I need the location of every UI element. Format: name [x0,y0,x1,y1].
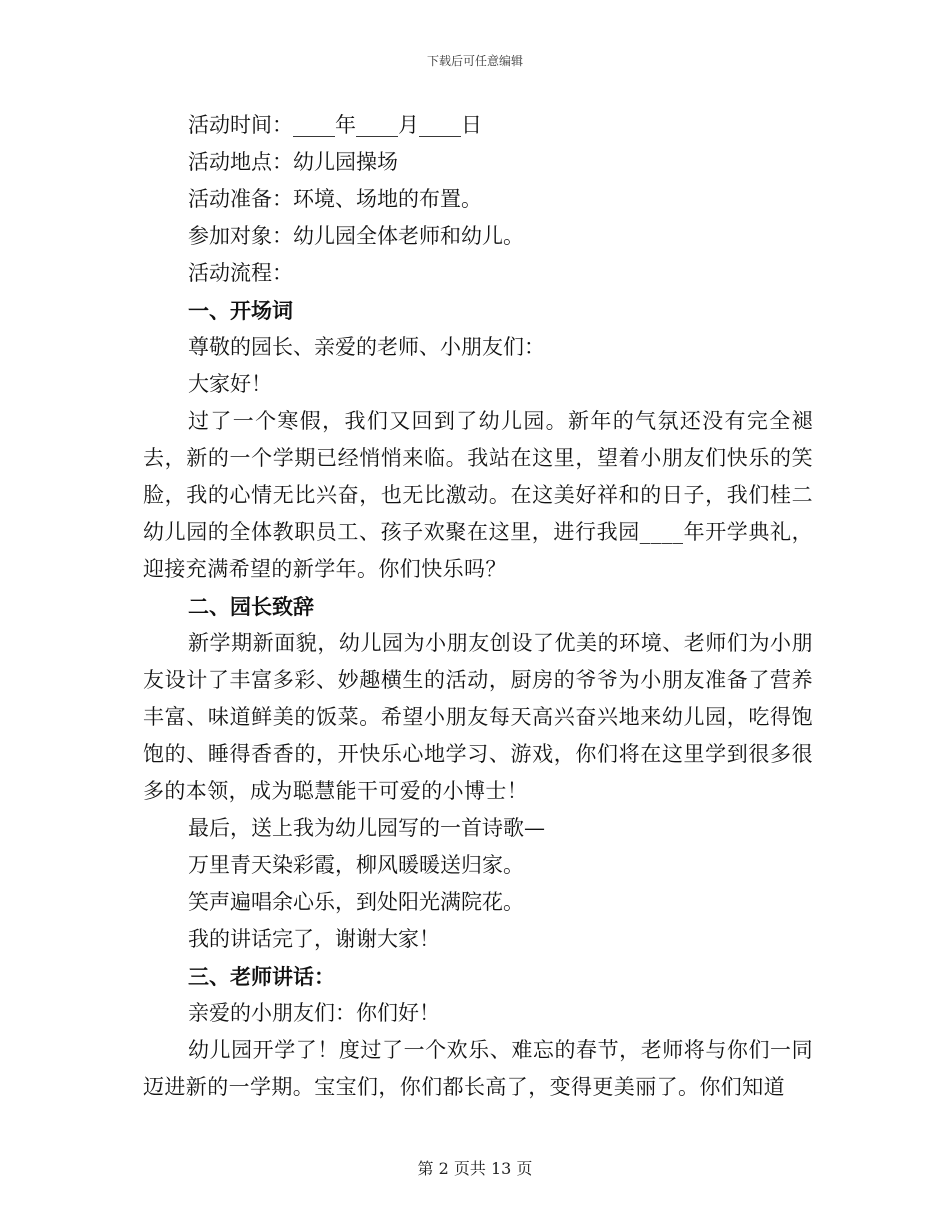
page-header: 下载后可任意编辑 [426,54,523,68]
section-3-greeting: 亲爱的小朋友们：你们好！ [188,1001,440,1025]
section-2-heading: 二、园长致辞 [188,594,314,619]
activity-preparation: 活动准备：环境、场地的布置。 [188,187,482,211]
poem-intro: 最后，送上我为幼儿园写的一首诗歌— [188,816,545,840]
section-2-paragraph: 新学期新面貌，幼儿园为小朋友创设了优美的环境、老师们为小朋友设计了丰富多彩、妙趣横生的活动，厨房的爷爷为小朋友准备了营养丰富、味道鲜美的饭菜。希望小朋友每天高兴奋兴地来幼儿园，吃得饱饱的、睡得香香的，开快乐心地学习、游戏，你们将在这里学到很多很多的本领，成为聪慧能干可爱的小博士！ [143,631,813,803]
activity-participants: 参加对象：幼儿园全体老师和幼儿。 [188,224,524,248]
section-1-paragraph: 过了一个寒假，我们又回到了幼儿园。新年的气氛还没有完全褪去，新的一个学期已经悄悄来临。我站在这里，望着小朋友们快乐的笑脸，我的心情无比兴奋，也无比激动。在这美好祥和的日子，我们桂二幼儿园的全体教职员工、孩子欢聚在这里，进行我园____年开学典礼，迎接充满希望的新学年。你们快乐吗？ [143,409,813,581]
section-3-paragraph: 幼儿园开学了！度过了一个欢乐、难忘的春节，老师将与你们一同迈进新的一学期。宝宝们，你们都长高了，变得更美丽了。你们知道 [143,1038,813,1099]
activity-place: 活动地点：幼儿园操场 [188,150,398,174]
section-3-heading: 三、老师讲话： [188,964,335,989]
poem-line-2: 笑声遍唱余心乐，到处阳光满院花。 [188,890,524,914]
speech-closing: 我的讲话完了，谢谢大家！ [188,927,440,951]
poem-line-1: 万里青天染彩霞，柳风暖暖送归家。 [188,853,524,877]
section-1-greeting: 尊敬的园长、亲爱的老师、小朋友们： [188,335,545,359]
activity-time: 活动时间：____年____月____日 [188,113,482,137]
page-footer: 第 2 页共 13 页 [417,1159,533,1178]
section-1-heading: 一、开场词 [188,298,293,323]
section-1-hello: 大家好！ [188,372,272,396]
document-body [143,107,813,1106]
activity-process-label: 活动流程： [188,261,293,285]
